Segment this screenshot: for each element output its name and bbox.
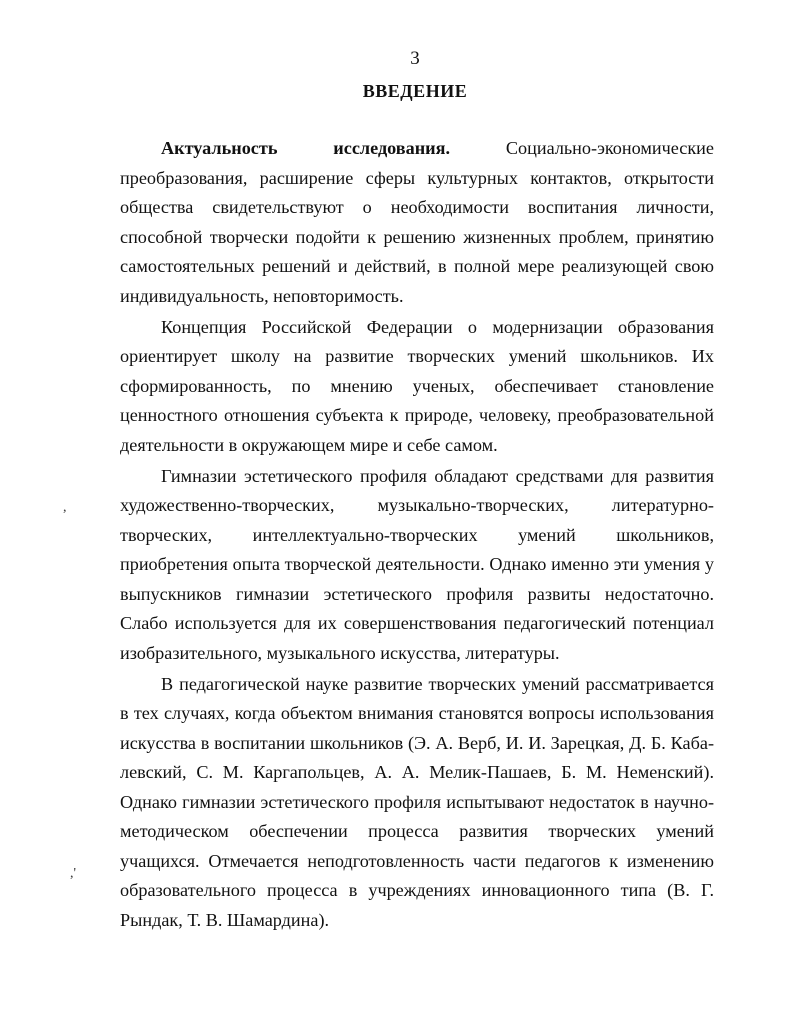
paragraph-concept [120, 313, 714, 461]
paragraph-text: Концепция Российской Федерации о модернизации образования ориентирует школу на развитие творческих умений школьников. Их сформированность, по мнению ученых, обеспечивает становление ценностного отношения субъекта к природе, человеку, преобразовательной деятельности в окружающем мире и себе самом. [120, 316, 714, 455]
scan-mark: ,' [70, 866, 77, 881]
paragraph-text: Социально-экономические преобразования, расширение сферы культурных контактов, открытости общества свидетельствуют о необходимости воспитания личности, способной творчески подойти к решению жизненных проблем, принятию самостоятельных решений и действий, в полной мере реализующей свою индивидуальность, неповторимость. [120, 138, 714, 306]
page-number: 3 [410, 48, 420, 69]
paragraph-text: Гимназии эстетического профиля обладают средствами для развития художественно-творческих, музыкально-творческих, литературно-творческих, интеллектуально-творческих умений школьников, приобретения опыта творческой деятельности. Однако именно эти умения у выпускников гимназии эстетического профиля развиты недостаточно. Слабо используется для их совершенствования педагогический потенциал изобразительного, музыкального искусства, литературы. [120, 465, 714, 663]
scan-mark: , [63, 500, 67, 515]
paragraph-pedagogical-science [120, 670, 714, 936]
paragraph-text: В педагогической науке развитие творческих умений рассматривается в тех случаях, когда объектом внимания становятся вопросы использования искусства в воспитании школьников (Э. А. Верб, И. И. Зарецкая, Д. Б. Кабалевский, С. М. Каргапольцев, А. А. Мелик-Пашаев, Б. М. Неменский). Однако гимназии эстетического профиля испытывают недостаток в научно-методическом обеспечении процесса развития творческих умений учащихся. Отмечается неподготовленность части педагогов к изменению образовательного процесса в учреждениях инновационного типа (В. Г. Рындак, Т. В. Шамардина). [120, 673, 714, 930]
section-heading: ВВЕДЕНИЕ [362, 81, 468, 101]
paragraph-relevance [120, 134, 714, 311]
paragraph-lead: Актуальность исследования. [161, 138, 451, 158]
paragraph-gymnasiums [120, 462, 714, 669]
body-text [120, 134, 714, 935]
